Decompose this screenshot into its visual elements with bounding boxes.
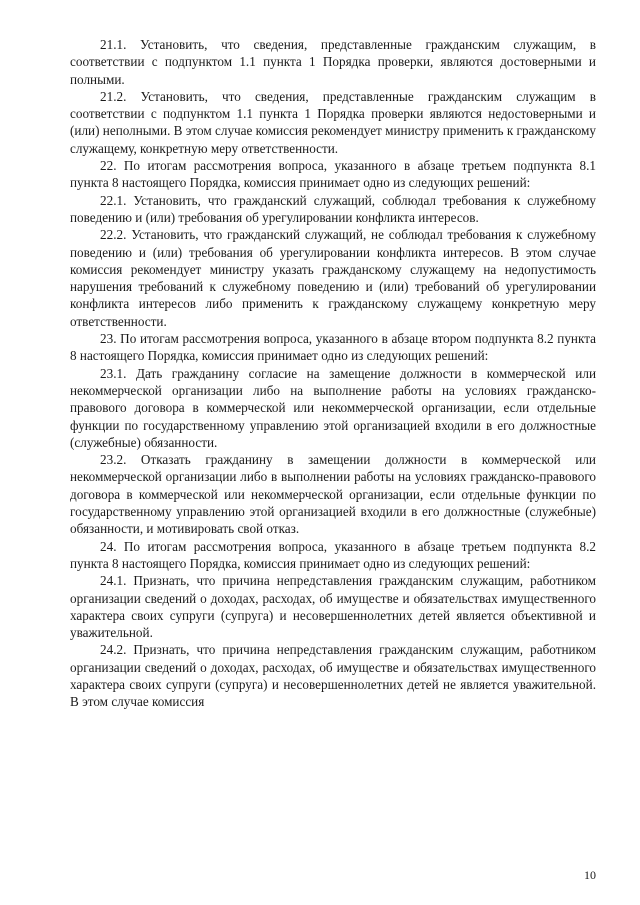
paragraph-23-2: 23.2. Отказать гражданину в замещении должности в коммерческой или некоммерческой организации либо в выполнении работы на условиях гражданско-правового договора в коммерческой или некоммерческой организации, если отдельные функции по государственному управлению этой организацией входили в его должностные (служебные) обязанности, и мотивировать свой отказ.: [70, 452, 596, 537]
paragraph-23: 23. По итогам рассмотрения вопроса, указанного в абзаце втором подпункта 8.2 пункта 8 настоящего Порядка, комиссия принимает одно из следующих решений:: [70, 331, 596, 364]
paragraph-22: 22. По итогам рассмотрения вопроса, указанного в абзаце третьем подпункта 8.1 пункта 8 настоящего Порядка, комиссия принимает одно из следующих решений:: [70, 158, 596, 191]
paragraph-22-1: 22.1. Установить, что гражданский служащий, соблюдал требования к служебному поведению и (или) требования об урегулировании конфликта интересов.: [70, 192, 596, 225]
paragraph-23-1: 23.1. Дать гражданину согласие на замещение должности в коммерческой или некоммерческой организации либо на выполнение работы на условиях гражданско-правового договора в коммерческой или некоммерческой организации, если отдельные функции по государственному управлению этой организацией входили в его должностные (служебные) обязанности.: [70, 365, 596, 450]
paragraph-24: 24. По итогам рассмотрения вопроса, указанного в абзаце третьем подпункта 8.2 пункта 8 настоящего Порядка, комиссия принимает одно из следующих решений:: [70, 538, 596, 571]
paragraph-24-2: 24.2. Признать, что причина непредставления гражданским служащим, работником организации сведений о доходах, расходах, об имуществе и обязательствах имущественного характера своих супруги (супруга) и несовершеннолетних детей не является уважительной. В этом случае комиссия: [70, 642, 596, 710]
paragraph-22-2: 22.2. Установить, что гражданский служащий, не соблюдал требования к служебному поведению и (или) требования об урегулировании конфликта интересов. В этом случае комиссия рекомендует министру указать гражданскому служащему на недопустимость нарушения требований к служебному поведению и (или) требований об урегулировании конфликта интересов либо применить к гражданскому служащему конкретную меру ответственности.: [70, 227, 596, 329]
paragraph-21-2: 21.2. Установить, что сведения, представленные гражданским служащим в соответствии с подпунктом 1.1 пункта 1 Порядка проверки являются недостоверными и (или) неполными. В этом случае комиссия рекомендует министру применить к гражданскому служащему, конкретную меру ответственности.: [70, 88, 596, 156]
document-body: [70, 36, 596, 711]
paragraph-21-1: 21.1. Установить, что сведения, представленные гражданским служащим, в соответствии с подпунктом 1.1 пункта 1 Порядка проверки, являются достоверными и полными.: [70, 37, 596, 87]
paragraph-24-1: 24.1. Признать, что причина непредставления гражданским служащим, работником организации сведений о доходах, расходах, об имуществе и обязательствах имущественного характера своих супруги (супруга) и несовершеннолетних детей является объективной и уважительной.: [70, 573, 596, 641]
page-number: 10: [584, 868, 596, 882]
